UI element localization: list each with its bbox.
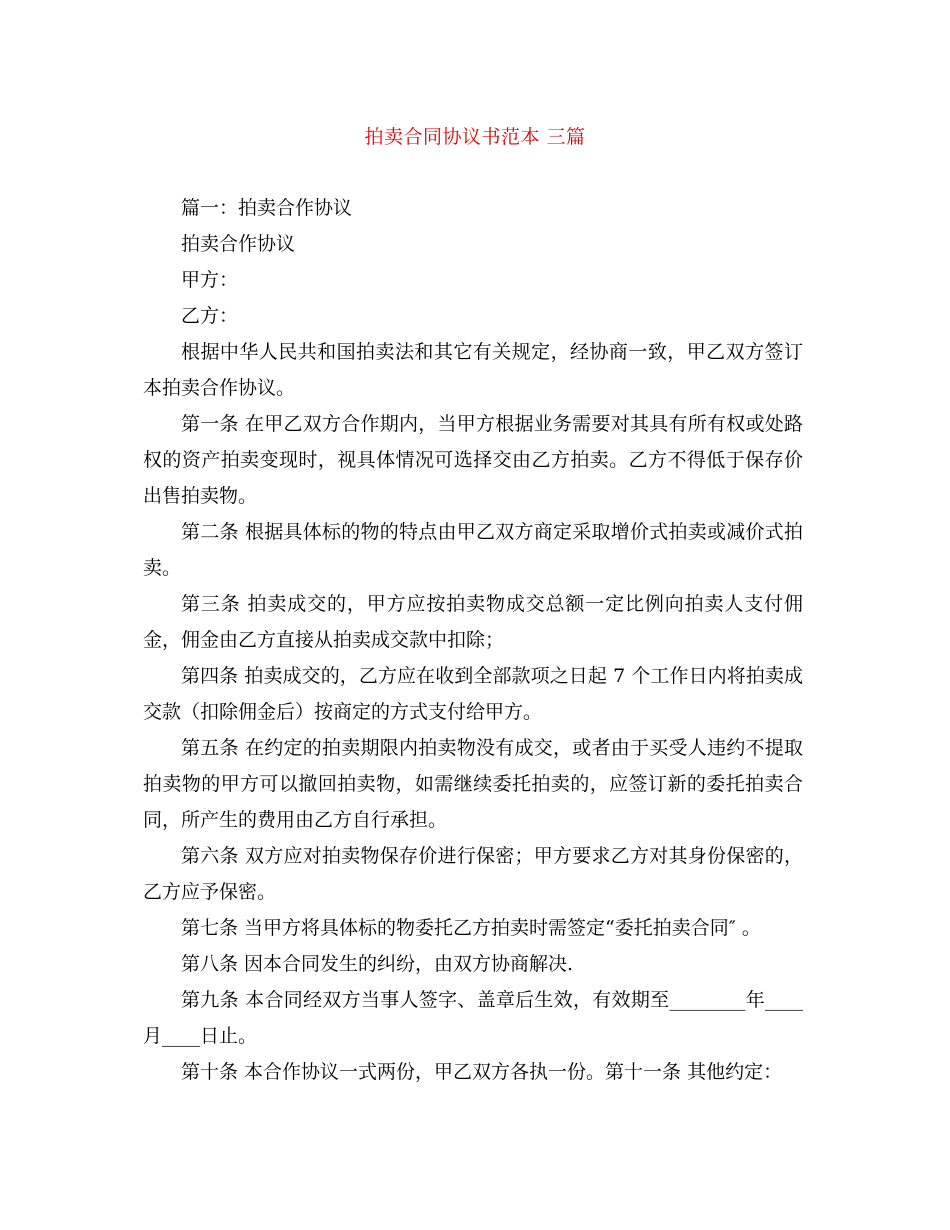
paragraph-article-6: 第六条 双方应对拍卖物保存价进行保密；甲方要求乙方对其身份保密的，乙方应予保密。 [143, 845, 803, 903]
paragraph-article-10: 第十条 本合作协议一式两份，甲乙双方各执一份。第十一条 其他约定： [181, 1061, 783, 1083]
paragraph-section-heading: 篇一：拍卖合作协议 [181, 197, 353, 219]
paragraph-party-a: 甲方： [181, 269, 239, 291]
document-title: 拍卖合同协议书范本 三篇 [364, 126, 586, 148]
paragraph-agreement-name: 拍卖合作协议 [181, 233, 296, 255]
paragraph-preamble: 根据中华人民共和国拍卖法和其它有关规定，经协商一致，甲乙双方签订本拍卖合作协议。 [143, 341, 803, 399]
paragraph-article-1: 第一条 在甲乙双方合作期内，当甲方根据业务需要对其具有所有权或处路权的资产拍卖变现时，视具体情况可选择交由乙方拍卖。乙方不得低于保存价出售拍卖物。 [143, 413, 803, 507]
paragraph-party-b: 乙方： [181, 305, 239, 327]
paragraph-article-8: 第八条 因本合同发生的纠纷，由双方协商解决. [181, 953, 574, 975]
paragraph-article-3: 第三条 拍卖成交的，甲方应按拍卖物成交总额一定比例向拍卖人支付佣金，佣金由乙方直接从拍卖成交款中扣除； [143, 593, 803, 651]
paragraph-article-9: 第九条 本合同经双方当事人签字、盖章后生效，有效期至________年____月____日止。 [143, 989, 803, 1047]
paragraph-article-5: 第五条 在约定的拍卖期限内拍卖物没有成交，或者由于买受人违约不提取拍卖物的甲方可以撤回拍卖物，如需继续委托拍卖的，应签订新的委托拍卖合同，所产生的费用由乙方自行承担。 [143, 737, 803, 831]
paragraph-article-4: 第四条 拍卖成交的，乙方应在收到全部款项之日起 7 个工作日内将拍卖成交款（扣除佣金后）按商定的方式支付给甲方。 [143, 665, 803, 723]
paragraph-article-7: 第七条 当甲方将具体标的物委托乙方拍卖时需签定“委托拍卖合同″ 。 [181, 917, 761, 939]
document-body [143, 190, 803, 1090]
paragraph-article-2: 第二条 根据具体标的物的特点由甲乙双方商定采取增价式拍卖或减价式拍卖。 [143, 521, 803, 579]
